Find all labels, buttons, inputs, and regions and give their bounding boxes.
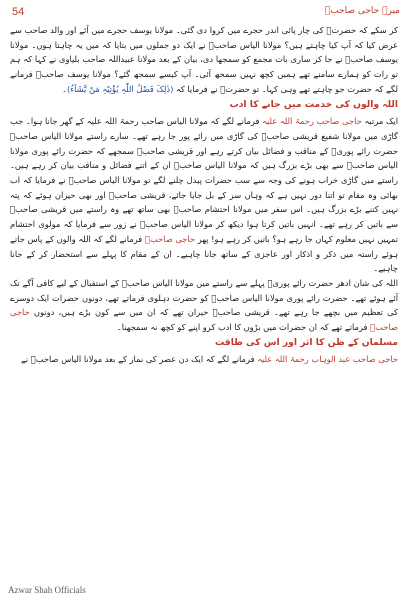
- paragraph-4: [10, 352, 398, 367]
- paragraph-text: فرمانے لگے کہ مولانا الیاس صاحب رحمۃ اللہ علیہ کے گھر جانا ہوا۔ جب گاڑی میں مولانا شفیع قریشی صاحبؒ کی گاڑی میں رائے پور جا رہے تھے۔ سارے راستے مولانا الیاس صاحبؒ حضرت رائے پوریؒ کے مناقب و فضائل بیان کرتے رہے اور قریشی صاحبؒ سمجھے کہ حضرت رائے پوری مولانا الیاس صاحبؒ سے بھی بڑے بزرگ ہیں کہ مولانا الیاس صاحبؒ ان کے اتنے فضائل و مناقب بیان کر رہے ہیں۔ راستے میں گاڑی خراب ہونے کی وجہ سے سب حضرات پیدل چلنے لگے تو مولانا الیاس صاحبؒ نے فرمایا کہ اب بھائی وہ مقام تو اتنا دور نہیں ہے کہ وہاں سر کے بل جایا جائے، قریشی صاحبؒ اور بھی حیران ہوئے کہ پتہ نہیں کتنے بڑے بزرگ ہیں۔ اس سفر میں مولانا احتشام صاحبؒ بھی ساتھ تھے وہ راستے میں قریشی صاحبؒ سے باتیں کر رہے تھے۔ انہیں باتیں کرتا ہوا دیکھ کر مولانا الیاس صاحبؒ نے زور سے فرمایا کہ مولوی احتشام تمہیں نہیں معلوم کہاں جا رہے ہو؟ باتیں کر رہے ہو! پھر: [10, 116, 399, 244]
- paragraph-1: [10, 23, 398, 97]
- highlighted-name: حاجی صاحبؒ: [10, 307, 398, 333]
- paragraph-text: کر سکے کہ حضرتؒ کی چار پائی اندر حجرے میں کروا دی گئی۔ مولانا یوسف حجرے میں آئے اور والد صاحب سے عرض کیا کہ آپ کیا چاہتے ہیں؟ مولانا الیاس صاحبؒ نے ایک دو جملوں میں بتایا کہ میں یہ چاہتا ہوں۔ مولانا یوسف صاحبؒ نے جا کر ساری بات مجمع کو سمجھا دی، بیان کے بعد مولانا عبیداللہ صاحب بلیاوی نے کہا کہ ہم تو رات کو ہمارے سامنے تھے ہمیں کچھ نہیں سمجھ آئی۔ آپ کیسے سمجھ گئے؟ مولانا یوسف صاحبؒ فرمانے لگے کہ حضرت جو چاہتے تھے وہی کہا۔ تو حضرتؒ نے فرمایا کہ: [10, 25, 398, 94]
- paragraph-text: فرمانے لگے کہ ایک دن عصر کی نماز کے بعد مولانا الیاس صاحبؒ نے: [20, 354, 255, 365]
- paragraph-text: فرماتے تھے کہ ان حضرات میں بڑوں کا ادب کرو اپنے کو کچھ نہ سمجھنا۔: [116, 322, 368, 333]
- running-title: میرے حاجی صاحبؒ: [324, 6, 400, 16]
- paragraph-2: [10, 114, 398, 276]
- watermark: Azwar Shah Officials: [8, 585, 86, 595]
- paragraph-text: فرمانے لگے کہ اللہ والوں کے پاس جاتے ہوئے راستہ میں ذکر و اذکار اور عاجزی کے ساتھ جانا چاہیے۔ ان کے مقام کا پہلے سے استحضار کر کے جانا چاہیے۔: [10, 233, 398, 274]
- highlighted-name: حاجی صاحب رحمۃ اللہ علیہ: [262, 116, 362, 127]
- section-heading-muslim-opinion: مسلمان کے ظن کا اثر اور اس کی طاقت: [214, 336, 398, 348]
- highlighted-name: حاجی صاحبؒ: [144, 233, 196, 244]
- page-header: [0, 6, 408, 22]
- highlighted-name: حاجی صاحب عبد الوہاب رحمۃ اللہ علیہ: [257, 354, 398, 365]
- paragraph-3: [10, 276, 398, 335]
- paragraph-text: ایک مرتبہ: [364, 116, 398, 127]
- arabic-quote: (ذٰلِکَ فَضْلُ اللّٰہِ یُؤْتِیْہِ مَنْ یَّشَآءُ)۔: [62, 83, 174, 94]
- page-body: [10, 23, 398, 367]
- page-number: 54: [12, 6, 25, 18]
- paragraph-text: اللہ کی شان ادھر حضرت رائے پوریؒ پہلے سے راستے میں مولانا الیاس صاحبؒ کے استقبال کے لیے کافی آگے تک آئے ہوئے تھے۔ حضرت رائے پوری مولانا الیاس صاحبؒ کو حضرت دہلوی فرماتے تھے، دونوں حضرات ایک دوسرے کی تعظیم میں بچھے جا رہے تھے۔ قریشی صاحبؒ حیران تھے کہ ان میں سے کون بڑے ہیں، دونوں: [10, 277, 398, 318]
- section-heading-etiquette: اللہ والوں کی خدمت میں جانے کا ادب: [229, 98, 398, 110]
